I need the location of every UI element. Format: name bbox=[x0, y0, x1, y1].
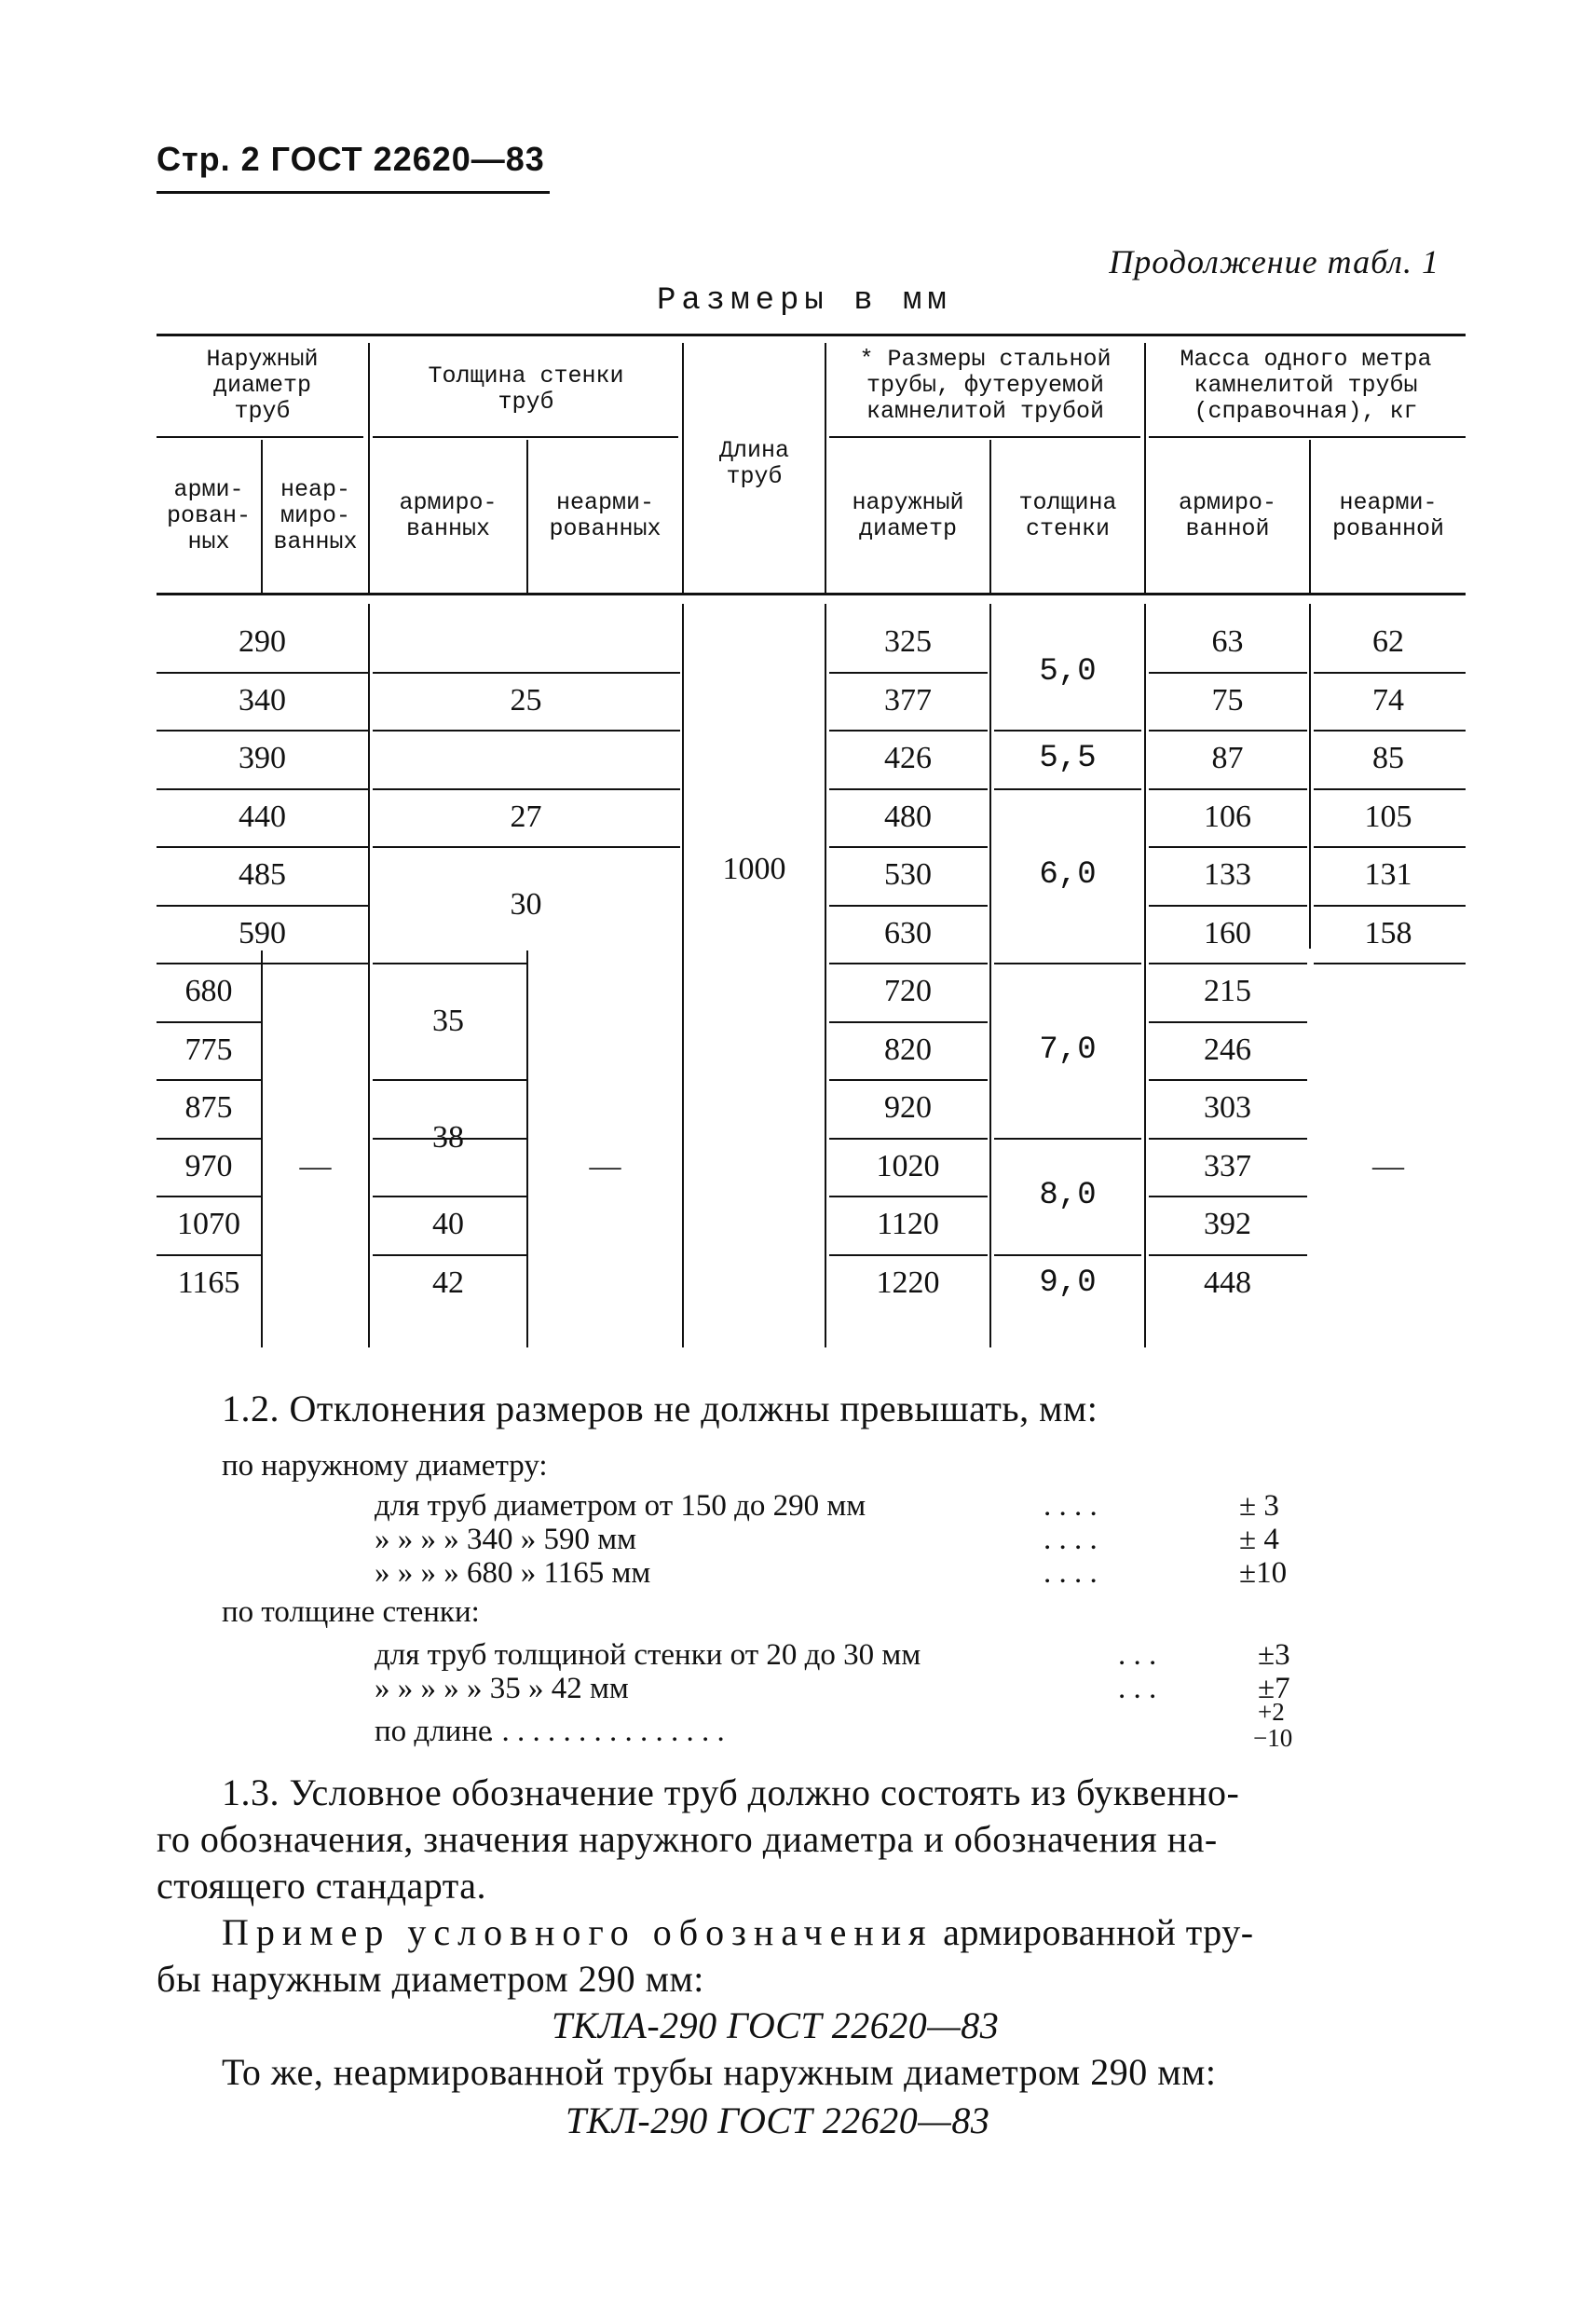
mass-unreinforced-value: 158 bbox=[1364, 916, 1412, 950]
section-1-3-line-3: стоящего стандарта. bbox=[157, 1865, 486, 1907]
wall-thickness-value: 27 bbox=[510, 800, 542, 834]
outer-diameter-value: 1165 bbox=[177, 1265, 240, 1300]
mass-reinforced-value: 63 bbox=[1211, 624, 1244, 659]
steel-wall-value: 8,0 bbox=[1039, 1178, 1097, 1213]
mass-reinforced-value: 215 bbox=[1204, 974, 1251, 1008]
section-1-3-line-2: го обозначения, значения наружного диаметра и обозначения на- bbox=[157, 1818, 1218, 1860]
outer-diameter-value: 290 bbox=[239, 624, 286, 659]
mass-unreinforced-value: 85 bbox=[1372, 741, 1404, 775]
mass-reinforced-value: 160 bbox=[1204, 916, 1251, 950]
length-value: 1000 bbox=[722, 852, 786, 886]
tol-row-4-text: для труб толщиной стенки от 20 до 30 мм bbox=[375, 1638, 921, 1672]
th-mass-reinforced: армиро- ванной bbox=[1178, 489, 1277, 542]
row-rule-wall bbox=[373, 963, 528, 964]
bcol-sep bbox=[989, 604, 991, 1347]
tol-row-3-value: ±10 bbox=[1239, 1556, 1288, 1590]
mass-reinforced-value: 106 bbox=[1204, 800, 1251, 834]
row-rule-outer bbox=[157, 846, 368, 848]
outer-unreinforced-dash: — bbox=[299, 1149, 332, 1183]
row-rule-steel-outer bbox=[829, 1196, 988, 1197]
row-rule-mass-reinforced bbox=[1149, 963, 1307, 964]
tol-row-5-value: ±7 bbox=[1258, 1672, 1290, 1705]
steel-outer-value: 530 bbox=[884, 857, 932, 892]
row-rule-mass-unreinforced bbox=[1314, 788, 1466, 790]
th-steel-outer: наружный диаметр bbox=[852, 489, 964, 542]
header-rule bbox=[157, 191, 550, 194]
table-continuation: Продолжение табл. 1 bbox=[1109, 243, 1439, 280]
outer-diameter-value: 340 bbox=[239, 683, 286, 718]
row-rule-mass-reinforced bbox=[1149, 1254, 1307, 1256]
section-1-2-title: 1.2. Отклонения размеров не должны превышать, мм: bbox=[222, 1388, 1098, 1429]
steel-outer-value: 480 bbox=[884, 800, 932, 834]
tol-row-1-text: для труб диаметром от 150 до 290 мм bbox=[375, 1489, 866, 1523]
row-rule-steel-outer bbox=[829, 672, 988, 674]
tol-row-4-value: ±3 bbox=[1258, 1638, 1290, 1672]
th-outer-diameter: Наружный диаметр труб bbox=[206, 346, 319, 425]
row-rule-outer bbox=[157, 1196, 261, 1197]
row-rule-steel-outer bbox=[829, 788, 988, 790]
row-rule-steel-outer bbox=[829, 1079, 988, 1081]
wall-unreinforced-dash: — bbox=[589, 1149, 621, 1183]
designation-reinforced: ТКЛА-290 ГОСТ 22620—83 bbox=[552, 2004, 1000, 2046]
mass-reinforced-value: 133 bbox=[1204, 857, 1251, 892]
outer-diameter-value: 775 bbox=[184, 1032, 233, 1067]
example-rest-text: армированной тру- bbox=[933, 1911, 1254, 1953]
row-rule-mass-reinforced bbox=[1149, 1021, 1307, 1023]
outer-diameter-value: 680 bbox=[184, 974, 233, 1008]
th-reinforced: арми- рован- ных bbox=[166, 476, 251, 555]
wall-thickness-value: 42 bbox=[432, 1265, 464, 1300]
example-spaced-text: Пример условного обозначения bbox=[222, 1911, 934, 1953]
wall-thickness-value: 40 bbox=[432, 1207, 464, 1241]
outer-diameter-value: 1070 bbox=[177, 1207, 240, 1241]
row-rule-outer bbox=[157, 1254, 261, 1256]
example-line-1 bbox=[222, 1910, 1254, 1954]
mass-unreinforced-value: 105 bbox=[1364, 800, 1412, 834]
tol-row-1-value: ± 3 bbox=[1239, 1489, 1279, 1523]
designation-unreinforced: ТКЛ-290 ГОСТ 22620—83 bbox=[566, 2099, 990, 2141]
row-rule-outer bbox=[157, 905, 368, 907]
tol-row-4-dots: . . . bbox=[1118, 1638, 1157, 1672]
wall-thickness-value: 35 bbox=[432, 1004, 464, 1038]
steel-outer-value: 820 bbox=[884, 1032, 932, 1067]
steel-wall-value: 6,0 bbox=[1039, 857, 1097, 893]
row-rule-steel-outer bbox=[829, 1254, 988, 1256]
mass-reinforced-value: 246 bbox=[1204, 1032, 1251, 1067]
outer-diameter-value: 590 bbox=[239, 916, 286, 950]
row-rule-wall bbox=[373, 1196, 528, 1197]
row-rule-mass-reinforced bbox=[1149, 788, 1307, 790]
steel-outer-value: 1020 bbox=[876, 1149, 940, 1183]
steel-wall-value: 5,5 bbox=[1039, 741, 1097, 776]
steel-wall-value: 9,0 bbox=[1039, 1265, 1097, 1301]
row-rule-outer bbox=[157, 1079, 261, 1081]
row-rule-steel-outer bbox=[829, 905, 988, 907]
hsub-rule bbox=[373, 436, 678, 438]
example-line-2: бы наружным диаметром 290 мм: bbox=[157, 1958, 704, 2000]
wall-thickness-value: 38 bbox=[432, 1120, 464, 1155]
outer-diameter-value: 875 bbox=[184, 1090, 233, 1125]
header-bottom-rule bbox=[157, 593, 1466, 595]
mass-unreinforced-value: 62 bbox=[1372, 624, 1404, 659]
row-rule-outer bbox=[157, 1021, 261, 1023]
steel-outer-value: 1220 bbox=[876, 1265, 940, 1300]
mass-reinforced-value: 87 bbox=[1211, 741, 1244, 775]
by-wall-label: по толщине стенки: bbox=[222, 1595, 480, 1629]
outer-diameter-value: 440 bbox=[239, 800, 286, 834]
units-caption: Размеры в мм bbox=[657, 283, 952, 319]
row-rule-wall bbox=[373, 730, 680, 732]
row-rule-steel-outer bbox=[829, 846, 988, 848]
th-steel-pipe: * Размеры стальной трубы, футеруемой камнелитой трубой bbox=[859, 346, 1112, 425]
tol-row-2-text: » » » » 340 » 590 мм bbox=[375, 1523, 637, 1556]
mass-unreinforced-dash: — bbox=[1372, 1149, 1404, 1183]
steel-outer-value: 325 bbox=[884, 624, 932, 659]
length-tol-down: −10 bbox=[1253, 1724, 1293, 1752]
outer-diameter-value: 485 bbox=[239, 857, 286, 892]
tol-row-5-dots: . . . bbox=[1118, 1672, 1157, 1705]
th-mass-unreinforced: неарми- рованной bbox=[1331, 489, 1445, 542]
tol-row-2-value: ± 4 bbox=[1239, 1523, 1279, 1556]
outer-diameter-value: 390 bbox=[239, 741, 286, 775]
steel-outer-value: 1120 bbox=[877, 1207, 939, 1241]
steel-outer-value: 426 bbox=[884, 741, 932, 775]
row-rule-wall bbox=[373, 672, 680, 674]
row-rule-wall bbox=[373, 846, 680, 848]
table-top-rule bbox=[157, 334, 1466, 336]
tol-row-3-text: » » » » 680 » 1165 мм bbox=[375, 1556, 651, 1590]
row-rule-wall bbox=[373, 1079, 528, 1081]
row-rule-mass-reinforced bbox=[1149, 1079, 1307, 1081]
row-rule-steel-wall bbox=[994, 788, 1141, 790]
length-tol-up: +2 bbox=[1258, 1698, 1285, 1726]
row-rule-mass-reinforced bbox=[1149, 1196, 1307, 1197]
row-rule-mass-reinforced bbox=[1149, 672, 1307, 674]
row-rule-wall bbox=[373, 788, 680, 790]
mass-reinforced-value: 303 bbox=[1204, 1090, 1251, 1125]
row-rule-steel-wall bbox=[994, 963, 1141, 964]
mass-reinforced-value: 75 bbox=[1211, 683, 1244, 718]
row-rule-steel-outer bbox=[829, 963, 988, 964]
th-steel-wall: толщина стенки bbox=[1018, 489, 1117, 542]
row-rule-steel-wall bbox=[994, 730, 1141, 732]
row-rule-wall bbox=[373, 1254, 528, 1256]
hsub-rule bbox=[157, 436, 363, 438]
same-unreinforced-line: То же, неармированной трубы наружным диаметром 290 мм: bbox=[222, 2051, 1217, 2093]
steel-outer-value: 377 bbox=[884, 683, 932, 718]
steel-outer-value: 920 bbox=[884, 1090, 932, 1125]
row-rule-mass-unreinforced bbox=[1314, 846, 1466, 848]
th-unreinforced: неар- миро- ванных bbox=[273, 476, 358, 555]
tol-row-5-text: » » » » » 35 » 42 мм bbox=[375, 1672, 629, 1705]
by-outer-label: по наружному диаметру: bbox=[222, 1449, 548, 1483]
wall-thickness-value: 25 bbox=[510, 683, 542, 718]
row-rule-steel-outer bbox=[829, 730, 988, 732]
row-rule-outer bbox=[157, 788, 368, 790]
row-rule-outer bbox=[157, 672, 368, 674]
hsub-rule bbox=[1149, 436, 1466, 438]
steel-outer-value: 630 bbox=[884, 916, 932, 950]
bcol-sep bbox=[682, 604, 684, 1347]
steel-wall-value: 7,0 bbox=[1039, 1032, 1097, 1068]
row-rule-steel-outer bbox=[829, 1021, 988, 1023]
row-rule-steel-wall bbox=[994, 1138, 1141, 1140]
th-mass: Масса одного метра камнелитой трубы (справочная), кг bbox=[1180, 346, 1432, 425]
th-length: Длина труб bbox=[718, 437, 789, 490]
row-rule-outer bbox=[157, 1138, 261, 1140]
row-rule-mass-unreinforced bbox=[1314, 730, 1466, 732]
row-rule-mass-reinforced bbox=[1149, 730, 1307, 732]
mass-reinforced-value: 392 bbox=[1204, 1207, 1251, 1241]
row-rule-steel-wall bbox=[994, 1254, 1141, 1256]
row-rule-mass-unreinforced bbox=[1314, 672, 1466, 674]
hsub-rule bbox=[829, 436, 1140, 438]
row-rule-steel-outer bbox=[829, 1138, 988, 1140]
mass-unreinforced-value: 131 bbox=[1364, 857, 1412, 892]
row-rule-mass-reinforced bbox=[1149, 1138, 1307, 1140]
length-label: по длине bbox=[375, 1715, 492, 1748]
tol-row-2-dots: . . . . bbox=[1044, 1523, 1098, 1556]
tol-row-3-dots: . . . . bbox=[1044, 1556, 1098, 1590]
mass-unreinforced-value: 74 bbox=[1372, 683, 1404, 718]
th-wall-reinforced: армиро- ванных bbox=[399, 489, 498, 542]
mass-reinforced-value: 337 bbox=[1204, 1149, 1251, 1183]
page-header: Стр. 2 ГОСТ 22620—83 bbox=[157, 140, 545, 178]
row-rule-mass-unreinforced bbox=[1314, 963, 1466, 964]
steel-outer-value: 720 bbox=[884, 974, 932, 1008]
th-wall-thickness: Толщина стенки труб bbox=[428, 362, 624, 416]
th-wall-unreinforced: неарми- рованных bbox=[549, 489, 662, 542]
steel-wall-value: 5,0 bbox=[1039, 654, 1097, 690]
row-rule-mass-reinforced bbox=[1149, 846, 1307, 848]
tol-row-1-dots: . . . . bbox=[1044, 1489, 1098, 1523]
row-rule-mass-unreinforced bbox=[1314, 905, 1466, 907]
row-rule-outer bbox=[157, 730, 368, 732]
mass-reinforced-value: 448 bbox=[1204, 1265, 1251, 1300]
length-dots: . . . . . . . . . . . . . . . . bbox=[486, 1715, 725, 1748]
row-rule-outer bbox=[157, 963, 368, 964]
row-rule-mass-reinforced bbox=[1149, 905, 1307, 907]
wall-thickness-value: 30 bbox=[510, 887, 542, 922]
section-1-3-line-1: 1.3. Условное обозначение труб должно состоять из буквенно- bbox=[222, 1771, 1240, 1813]
outer-diameter-value: 970 bbox=[184, 1149, 233, 1183]
